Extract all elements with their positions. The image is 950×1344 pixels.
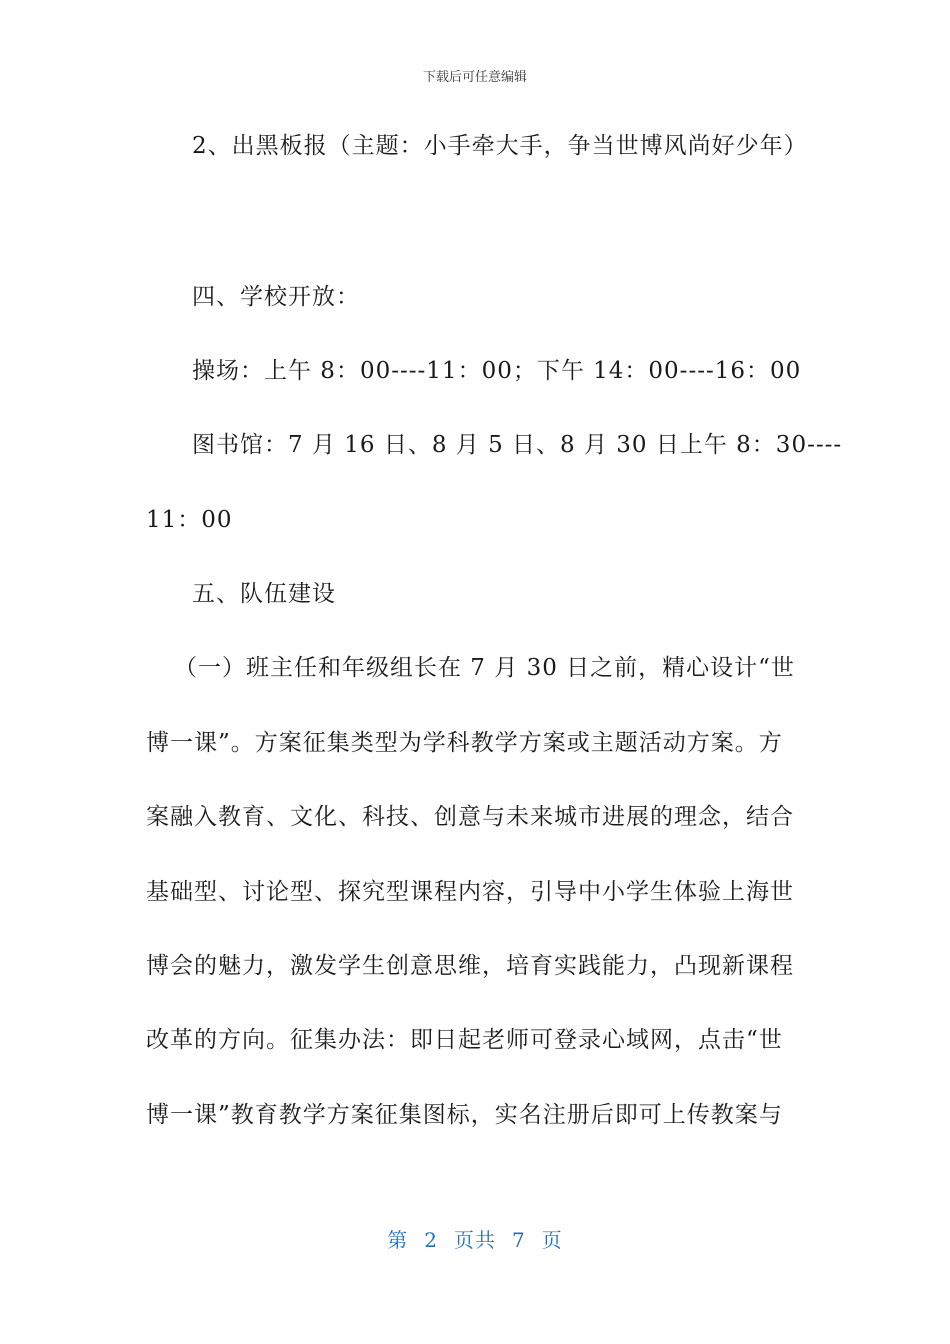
text-line-paragraph-7: 博一课”教育教学方案征集图标，实名注册后即可上传教案与	[146, 1102, 783, 1128]
text-line-paragraph-4: 基础型、讨论型、探究型课程内容，引导中小学生体验上海世	[146, 879, 794, 905]
text-line-paragraph-2: 博一课”。方案征集类型为学科教学方案或主题活动方案。方	[146, 730, 783, 756]
footer-total-pages: 7	[512, 1228, 526, 1252]
footer-suffix: 页	[541, 1228, 563, 1252]
text-line-blackboard: 2、出黑板报（主题：小手牵大手，争当世博风尚好少年）	[192, 133, 808, 159]
page-footer	[0, 1224, 950, 1253]
text-line-library-hours-cont: 11：00	[146, 507, 233, 533]
text-line-paragraph-3: 案融入教育、文化、科技、创意与未来城市进展的理念，结合	[146, 804, 794, 830]
text-line-school-open-heading: 四、学校开放：	[192, 284, 360, 310]
text-line-paragraph-6: 改革的方向。征集办法：即日起老师可登录心域网，点击“世	[146, 1027, 783, 1053]
footer-middle: 页共	[454, 1228, 496, 1252]
footer-prefix: 第	[387, 1228, 409, 1252]
page-header: 下载后可任意编辑	[422, 70, 527, 85]
text-line-paragraph-1: （一）班主任和年级组长在 7 月 30 日之前，精心设计“世	[174, 655, 795, 681]
text-line-paragraph-5: 博会的魅力，激发学生创意思维，培育实践能力，凸现新课程	[146, 953, 794, 979]
footer-page-number: 2	[424, 1228, 438, 1252]
text-line-library-hours: 图书馆：7 月 16 日、8 月 5 日、8 月 30 日上午 8：30----	[192, 432, 843, 458]
text-line-playground-hours: 操场：上午 8：00----11：00；下午 14：00----16：00	[192, 358, 802, 384]
text-line-team-heading: 五、队伍建设	[192, 581, 336, 607]
